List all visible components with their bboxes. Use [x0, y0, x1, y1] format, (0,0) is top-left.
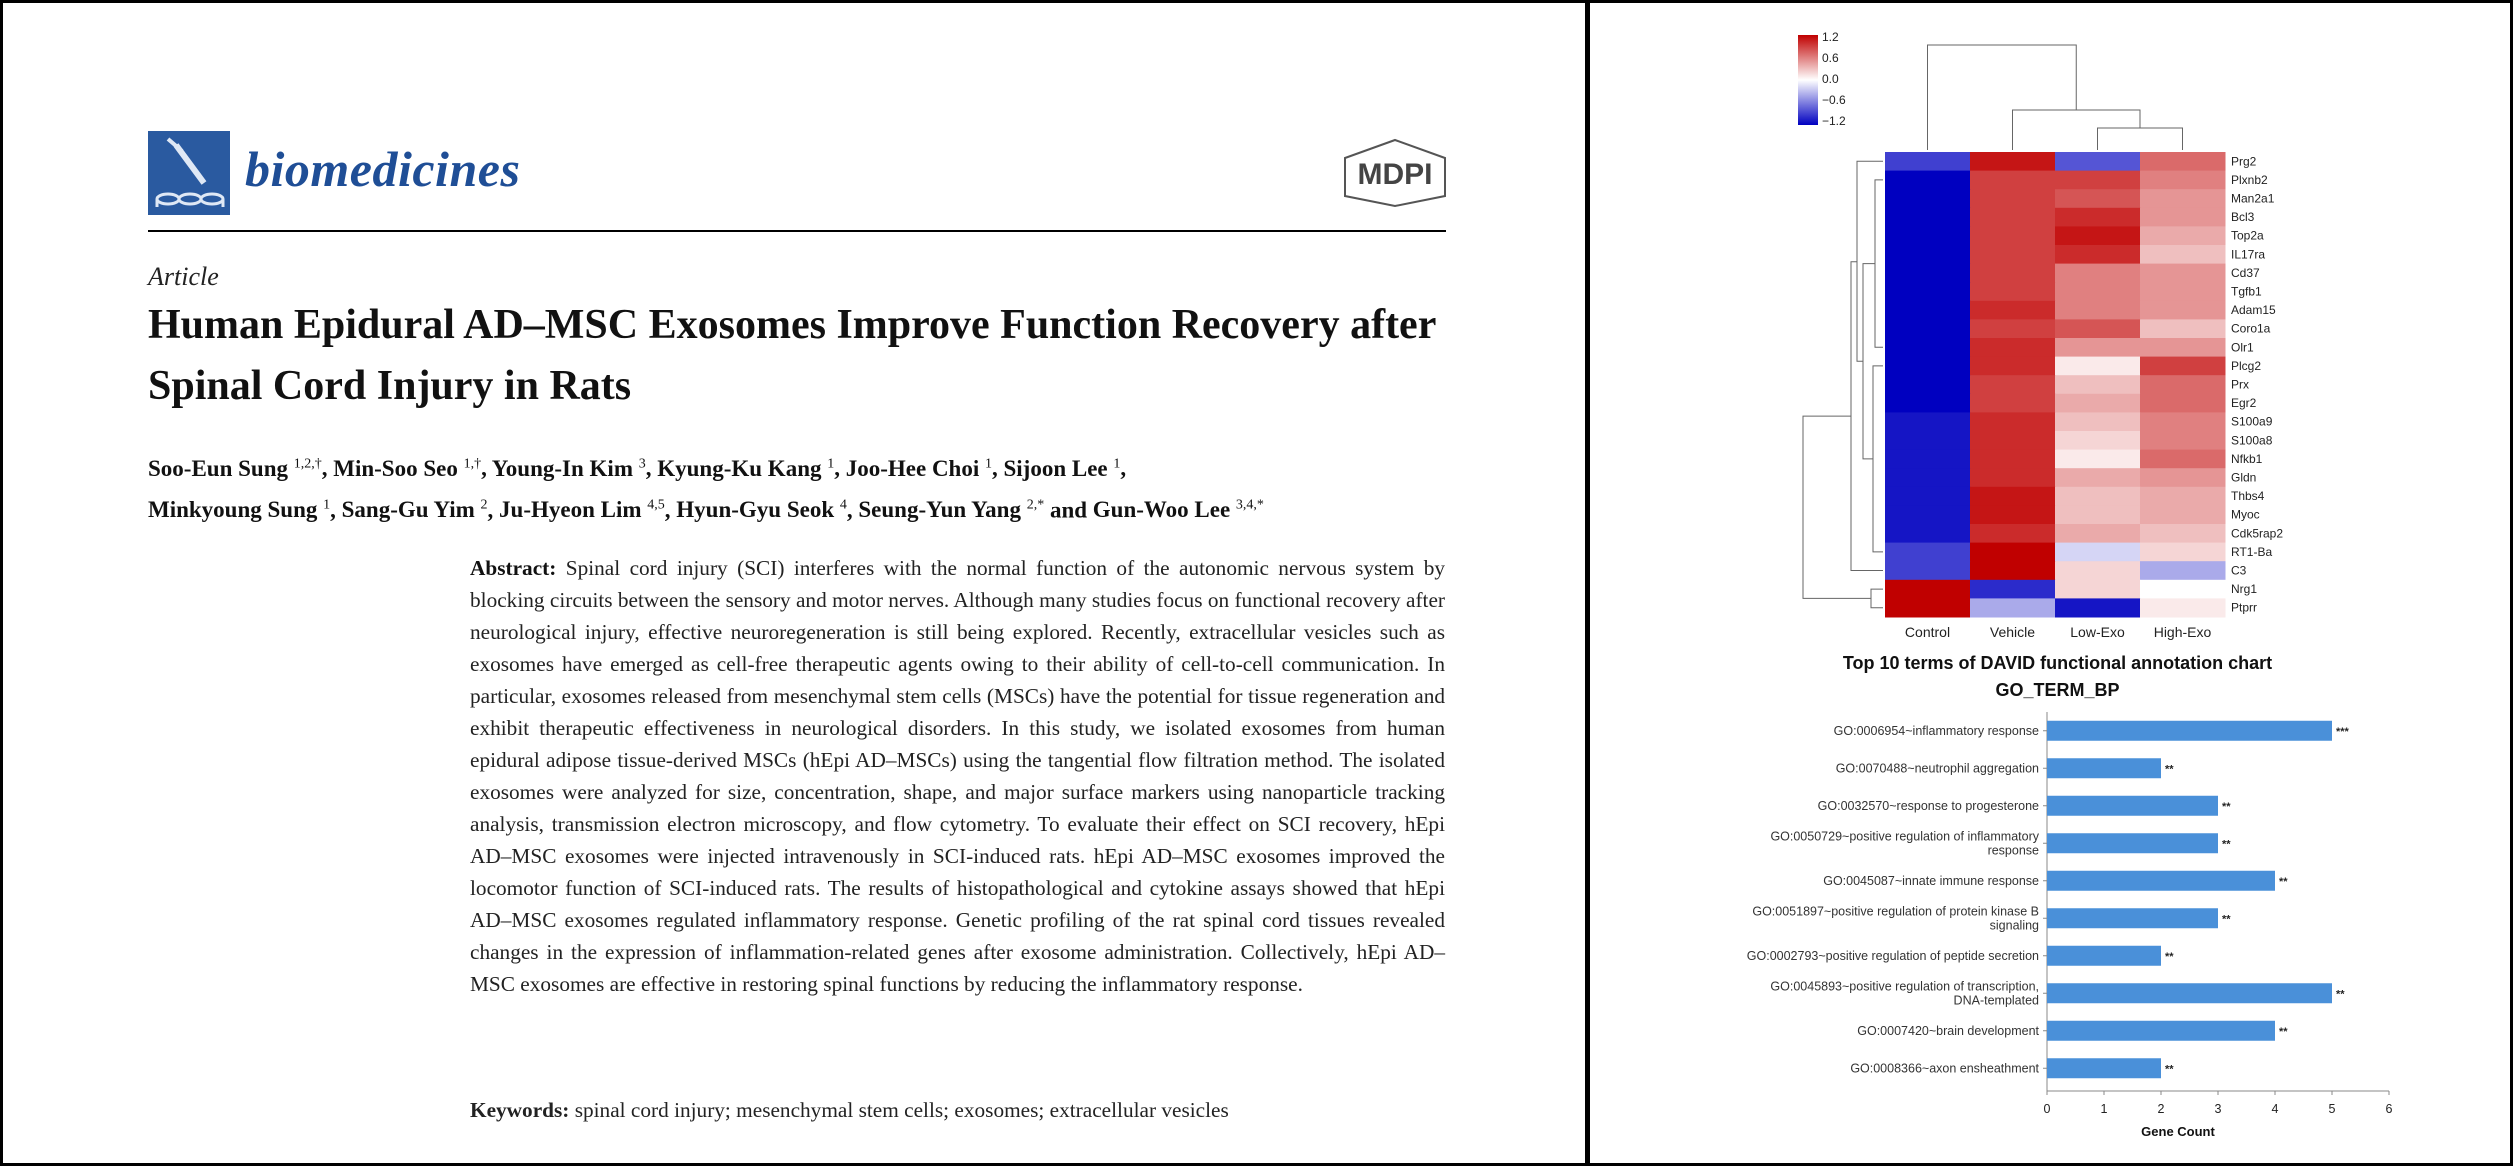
author-affiliation: 1	[323, 497, 331, 513]
heatmap-row-label: Ptprr	[2231, 600, 2258, 615]
heatmap-cell	[1885, 338, 1971, 357]
heatmap-row-label: RT1-Ba	[2231, 544, 2273, 559]
bar-chart-title-text: Top 10 terms of DAVID functional annotation chart	[1842, 653, 2273, 673]
heatmap-cell	[2055, 171, 2141, 190]
author-affiliation: 4,5	[647, 497, 665, 513]
abstract-text: Spinal cord injury (SCI) interferes with the normal function of the autonomic nervous system by blocking circuits between the sensory and motor nerves. Although many studies focus on functional recovery after neurological injury, effective neuroregeneration is still being explored. Recently, extracellular vesicles such as exosomes have emerged as cell-free therapeutic agents owing to their ability of cell-to-cell communication. In particular, exosomes released from mesenchymal stem cells (MSCs) have the potential for tissue regeneration and exhibit therapeutic effectiveness in neurological disorders. In this study, we isolated exosomes from human epidural adipose tissue-derived MSCs (hEpi AD–MSCs) using the tangential flow filtration method. The isolated exosomes were analyzed for size, concentration, shape, and major surface markers using nanoparticle tracking analysis, transmission electron microscopy, and flow cytometry. To evaluate their effect on SCI recovery, hEpi AD–MSC exosomes were injected intravenously in SCI-induced rats. hEpi AD–MSC exosomes improved the locomotor function of SCI-induced rats. The results of histopathological and cytokine assays showed that hEpi AD–MSC exosomes regulated inflammatory response. Genetic profiling of the rat spinal cord tissues revealed changes in the expression of inflammation-related genes after exosome administration. Collectively, hEpi AD–MSC exosomes are effective in restoring spinal functions by reducing the inflammatory response.	[470, 556, 1445, 996]
bar	[2047, 983, 2332, 1003]
heatmap-cell	[2055, 598, 2141, 617]
heatmap-cell	[2140, 189, 2226, 208]
author-affiliation: 1	[827, 456, 835, 471]
heatmap-cell	[1970, 598, 2056, 617]
bar	[2047, 871, 2275, 891]
heatmap-cell	[1970, 505, 2056, 524]
author-affiliation: 2	[480, 497, 488, 513]
heatmap-row-label: Man2a1	[2231, 191, 2275, 206]
author-name: Seung-Yun Yang	[858, 497, 1027, 523]
heatmap-cell	[1970, 301, 2056, 320]
heatmap-cell	[2055, 245, 2141, 264]
heatmap-cell	[2140, 431, 2226, 450]
column-dendrogram	[1928, 45, 2183, 150]
heatmap-cell	[2140, 226, 2226, 245]
heatmap-row-label: Top2a	[2231, 228, 2264, 243]
heatmap-cell	[1970, 264, 2056, 283]
heatmap-cell	[2055, 264, 2141, 283]
heatmap-cell	[2055, 561, 2141, 580]
category-label-line: response	[1987, 843, 2039, 858]
heatmap-cell	[1885, 524, 1971, 543]
heatmap-cell	[2140, 450, 2226, 469]
heatmap-cell	[1970, 524, 2056, 543]
heatmap-cell	[1970, 580, 2056, 599]
dendrogram-branch	[1851, 262, 1883, 571]
author-name: Ju-Hyeon Lim	[499, 497, 648, 523]
journal-name: biomedicines	[245, 141, 521, 197]
category-label-line: GO:0007420~brain development	[1857, 1023, 2039, 1038]
heatmap-cell	[2055, 505, 2141, 524]
row-dendrogram	[1803, 161, 1883, 607]
bar	[2047, 758, 2161, 778]
heatmap	[1770, 30, 2284, 640]
category-label	[1834, 724, 2039, 738]
category-label-line: GO:0070488~neutrophil aggregation	[1835, 761, 2039, 776]
heatmap-cell	[1885, 412, 1971, 431]
heatmap-cell	[2055, 580, 2141, 599]
category-label-line: DNA-templated	[1953, 993, 2039, 1008]
heatmap-cell	[1885, 301, 1971, 320]
author-affiliation: 3,4,*	[1235, 497, 1264, 513]
heatmap-column-label: Control	[1904, 624, 1951, 640]
heatmap-row-label: IL17ra	[2231, 247, 2266, 262]
heatmap-cell	[1885, 189, 1971, 208]
heatmap-cell	[1885, 357, 1971, 376]
heatmap-cell	[1885, 431, 1971, 450]
significance-label: **	[2165, 1063, 2174, 1076]
heatmap-cell	[2055, 543, 2141, 562]
colorbar-tick-label: 0.6	[1822, 51, 1839, 65]
bar-chart	[1600, 700, 2500, 1155]
author-name: Gun-Woo Lee	[1092, 497, 1236, 523]
heatmap-row-label: Tgfb1	[2231, 284, 2262, 299]
heatmap-row-label: Nfkb1	[2231, 451, 2263, 466]
heatmap-cell	[1885, 264, 1971, 283]
dendrogram-branch	[1871, 589, 1883, 608]
heatmap-cell	[2055, 394, 2141, 413]
heatmap-cell	[1885, 580, 1971, 599]
heatmap-row-label: Egr2	[2231, 396, 2257, 411]
heatmap-cell	[1970, 208, 2056, 227]
heatmap-cell	[2140, 152, 2226, 171]
heatmap-cell	[2140, 561, 2226, 580]
x-tick-label: 2	[2157, 1102, 2165, 1116]
category-label-line: GO:0050729~positive regulation of inflammatory	[1770, 829, 2039, 844]
category-label-line: GO:0032570~response to progesterone	[1817, 798, 2039, 813]
heatmap-cell	[1970, 338, 2056, 357]
colorbar-tick-label: 1.2	[1822, 30, 1839, 44]
heatmap-row-label: Adam15	[2231, 303, 2276, 318]
significance-label: **	[2279, 875, 2288, 888]
heatmap-row-label: Plxnb2	[2231, 172, 2268, 187]
heatmap-row-label: S100a9	[2231, 414, 2273, 429]
heatmap-cell	[1885, 245, 1971, 264]
heatmap-row-label: Prx	[2231, 377, 2249, 392]
heatmap-cell	[1885, 543, 1971, 562]
author-affiliation: 1,2,†	[293, 456, 322, 471]
heatmap-cell	[1970, 412, 2056, 431]
heatmap-cell	[1885, 468, 1971, 487]
bar	[2047, 908, 2218, 928]
panel-divider	[1585, 0, 1590, 1166]
heatmap-cell	[2140, 357, 2226, 376]
author	[492, 456, 646, 481]
heatmap-cell	[2140, 580, 2226, 599]
article-title: Human Epidural AD–MSC Exosomes Improve Function Recovery after Spinal Cord Injury in Rats	[148, 302, 1436, 409]
significance-label: **	[2279, 1025, 2288, 1038]
abstract	[470, 552, 1445, 1000]
heatmap-cell	[1885, 319, 1971, 338]
category-label	[1818, 799, 2039, 813]
heatmap-cell	[1970, 375, 2056, 394]
category-label-line: GO:0006954~inflammatory response	[1833, 723, 2039, 738]
bar	[2047, 946, 2161, 966]
author-name: Minkyoung Sung	[148, 497, 324, 523]
heatmap-cell	[1970, 152, 2056, 171]
dendrogram-branch	[1857, 161, 1883, 361]
colorbar-tick-label: −1.2	[1822, 114, 1846, 128]
heatmap-row-label: Cd37	[2231, 265, 2260, 280]
heatmap-cell	[1970, 282, 2056, 301]
author	[858, 497, 1044, 522]
heatmap-cell	[2055, 282, 2141, 301]
significance-label: **	[2222, 913, 2231, 926]
heatmap-cell	[1970, 450, 2056, 469]
heatmap-cell	[2055, 208, 2141, 227]
heatmap-cell	[1885, 152, 1971, 171]
significance-label: **	[2222, 838, 2231, 851]
heatmap-row-label: Plcg2	[2231, 358, 2262, 373]
heatmap-cell	[2140, 264, 2226, 283]
category-label	[1770, 979, 2039, 1007]
dendrogram-branch	[2013, 110, 2141, 150]
heatmap-cell	[2055, 338, 2141, 357]
heatmap-cell	[1885, 561, 1971, 580]
heatmap-cell	[1970, 245, 2056, 264]
heatmap-cell	[2140, 505, 2226, 524]
heatmap-cell	[1970, 468, 2056, 487]
heatmap-cell	[1885, 394, 1971, 413]
heatmap-cell	[1970, 226, 2056, 245]
heatmap-row-label: Prg2	[2231, 154, 2257, 169]
heatmap-cell	[2055, 189, 2141, 208]
heatmap-cell	[1885, 375, 1971, 394]
publisher-logo	[1340, 138, 1450, 208]
author-name: Kyung-Ku Kang	[657, 455, 828, 481]
category-label	[1850, 1061, 2039, 1075]
x-tick-label: 5	[2328, 1102, 2336, 1116]
author-name: Sang-Gu Yim	[341, 497, 481, 523]
heatmap-cell	[2055, 450, 2141, 469]
heatmap-cell	[2055, 524, 2141, 543]
bar	[2047, 833, 2218, 853]
category-label-line: GO:0045893~positive regulation of transcription,	[1770, 979, 2039, 994]
keywords	[470, 1098, 1445, 1123]
heatmap-cell	[2140, 319, 2226, 338]
bar-chart-subtitle: GO_TERM_BP	[1995, 680, 2120, 700]
author	[499, 497, 665, 522]
heatmap-cell	[1885, 282, 1971, 301]
heatmap-cell	[2140, 524, 2226, 543]
colorbar	[1798, 35, 1818, 125]
author-affiliation: 3	[638, 456, 646, 471]
author	[846, 456, 992, 481]
heatmap-cell	[2140, 394, 2226, 413]
heatmap-row-label: Thbs4	[2231, 489, 2265, 504]
keywords-text: spinal cord injury; mesenchymal stem cells; exosomes; extracellular vesicles	[574, 1098, 1229, 1122]
heatmap-column-label: Vehicle	[1989, 624, 2036, 640]
heatmap-row-label: Coro1a	[2231, 321, 2271, 336]
dendrogram-branch	[1803, 416, 1871, 598]
author-name: Soo-Eun Sung	[148, 455, 294, 481]
heatmap-row-label: Myoc	[2231, 507, 2260, 522]
journal-logo-icon	[148, 131, 230, 215]
heatmap-cell	[2055, 468, 2141, 487]
author-affiliation: 2,*	[1026, 497, 1045, 513]
heatmap-cell	[2140, 412, 2226, 431]
x-tick-label: 3	[2214, 1102, 2222, 1116]
x-tick-label: 0	[2043, 1102, 2051, 1116]
heatmap-cell	[1885, 208, 1971, 227]
heatmap-cell	[2055, 226, 2141, 245]
heatmap-cell	[2140, 543, 2226, 562]
author	[342, 497, 488, 522]
significance-label: **	[2165, 950, 2174, 963]
heatmap-cell	[1970, 431, 2056, 450]
author	[148, 456, 322, 481]
heatmap-cell	[1970, 171, 2056, 190]
category-label	[1836, 761, 2039, 775]
author	[657, 456, 834, 481]
colorbar-tick-label: −0.6	[1822, 93, 1846, 107]
author-affiliation: 1	[985, 456, 992, 471]
heatmap-cell	[2140, 245, 2226, 264]
heatmap-row-label: Olr1	[2231, 340, 2254, 355]
bar	[2047, 1058, 2161, 1078]
bar	[2047, 721, 2332, 741]
category-label	[1747, 949, 2039, 963]
keywords-label: Keywords:	[470, 1098, 570, 1122]
heatmap-cell	[1970, 543, 2056, 562]
heatmap-cell	[1885, 226, 1971, 245]
heatmap-cell	[2055, 487, 2141, 506]
heatmap-cell	[1970, 319, 2056, 338]
heatmap-cell	[1885, 171, 1971, 190]
heatmap-row-label: S100a8	[2231, 433, 2273, 448]
bar	[2047, 1021, 2275, 1041]
significance-label: **	[2165, 763, 2174, 776]
heatmap-cell	[2140, 301, 2226, 320]
heatmap-cell	[2140, 375, 2226, 394]
author-list: Soo-Eun Sung $^{1,2,\dagger}$, Min-Soo Seo $^{1,\dagger}$, Young-In Kim $^3$, Kyung-Ku Kang $^1$, Joo-Hee Choi $^1$, Sijoon Lee $^1$, Minkyoung Sung $^1$, Sang-Gu Yim $^2$, Ju-Hyeon Lim $^{4,5}$, Hyun-Gyu Seok $^4$, Seung-Yun Yang $^{2,*}$ and Gun-Woo Lee $^{3,4,*}$	[148, 455, 1264, 523]
author-affiliation: 1	[1113, 456, 1121, 471]
heatmap-cell	[1885, 487, 1971, 506]
heatmap-cell	[2140, 171, 2226, 190]
heatmap-cell	[2055, 301, 2141, 320]
author-affiliation: 1,†	[463, 456, 482, 471]
category-label	[1770, 829, 2039, 857]
heatmap-row-label: C3	[2231, 563, 2247, 578]
heatmap-column-label: High-Exo	[2153, 624, 2212, 640]
heatmap-cell	[2055, 152, 2141, 171]
author	[1004, 456, 1121, 481]
author	[148, 497, 330, 522]
category-label-line: GO:0051897~positive regulation of protein kinase B	[1752, 904, 2039, 919]
heatmap-cell	[1970, 357, 2056, 376]
heatmap-row-label: Cdk5rap2	[2231, 526, 2284, 541]
heatmap-cell	[2140, 208, 2226, 227]
author-name: Sijoon Lee	[1003, 455, 1114, 481]
heatmap-cell	[2140, 468, 2226, 487]
author-name: Hyun-Gyu Seok	[676, 497, 840, 523]
author	[1093, 497, 1264, 522]
heatmap-cell	[1970, 189, 2056, 208]
x-tick-label: 6	[2385, 1102, 2393, 1116]
heatmap-cell	[1885, 505, 1971, 524]
colorbar-tick-label: 0.0	[1822, 72, 1839, 86]
author-name: Min-Soo Seo	[333, 455, 464, 481]
heatmap-cell	[2140, 487, 2226, 506]
heatmap-cell	[2055, 375, 2141, 394]
category-label-line: GO:0008366~axon ensheathment	[1850, 1061, 2039, 1076]
abstract-label: Abstract:	[470, 556, 557, 580]
heatmap-cell	[1885, 450, 1971, 469]
heatmap-row-label: Gldn	[2231, 470, 2257, 485]
heatmap-cell	[2140, 598, 2226, 617]
author-name: Joo-Hee Choi	[845, 455, 985, 481]
x-axis-label: Gene Count	[2141, 1124, 2215, 1139]
heatmap-column-label: Low-Exo	[2070, 624, 2125, 640]
category-label-line: GO:0002793~positive regulation of peptide secretion	[1746, 948, 2039, 963]
category-label-line: signaling	[1989, 918, 2039, 933]
category-label-line: GO:0045087~innate immune response	[1823, 873, 2039, 888]
header-rule	[148, 230, 1446, 232]
heatmap-cell	[2140, 282, 2226, 301]
heatmap-cell	[1885, 598, 1971, 617]
category-label	[1823, 874, 2039, 888]
heatmap-cell	[1970, 561, 2056, 580]
author-name: Young-In Kim	[491, 455, 639, 481]
dendrogram-branch	[2098, 128, 2183, 150]
category-label	[1857, 1024, 2039, 1038]
bar	[2047, 796, 2218, 816]
dendrogram-branch	[1873, 366, 1883, 552]
dendrogram-branch	[1928, 45, 2077, 150]
heatmap-cell	[1970, 394, 2056, 413]
author	[333, 456, 481, 481]
heatmap-cell	[2055, 319, 2141, 338]
significance-label: **	[2222, 800, 2231, 813]
heatmap-row-label: Nrg1	[2231, 582, 2258, 597]
x-tick-label: 1	[2100, 1102, 2108, 1116]
author	[676, 497, 847, 522]
heatmap-cell	[2055, 431, 2141, 450]
publisher-name: MDPI	[1357, 158, 1433, 191]
heatmap-cell	[2055, 357, 2141, 376]
x-tick-label: 4	[2271, 1102, 2279, 1116]
significance-label: **	[2336, 988, 2345, 1001]
heatmap-row-label: Bcl3	[2231, 210, 2255, 225]
author-affiliation: 4	[839, 497, 847, 513]
significance-label: ***	[2336, 725, 2349, 738]
heatmap-cell	[2055, 412, 2141, 431]
category-label	[1752, 904, 2039, 932]
heatmap-cell	[2140, 338, 2226, 357]
bar-chart-title	[1620, 650, 2495, 704]
dendrogram-branch	[1875, 180, 1883, 347]
article-type: Article	[148, 262, 219, 291]
heatmap-cell	[1970, 487, 2056, 506]
